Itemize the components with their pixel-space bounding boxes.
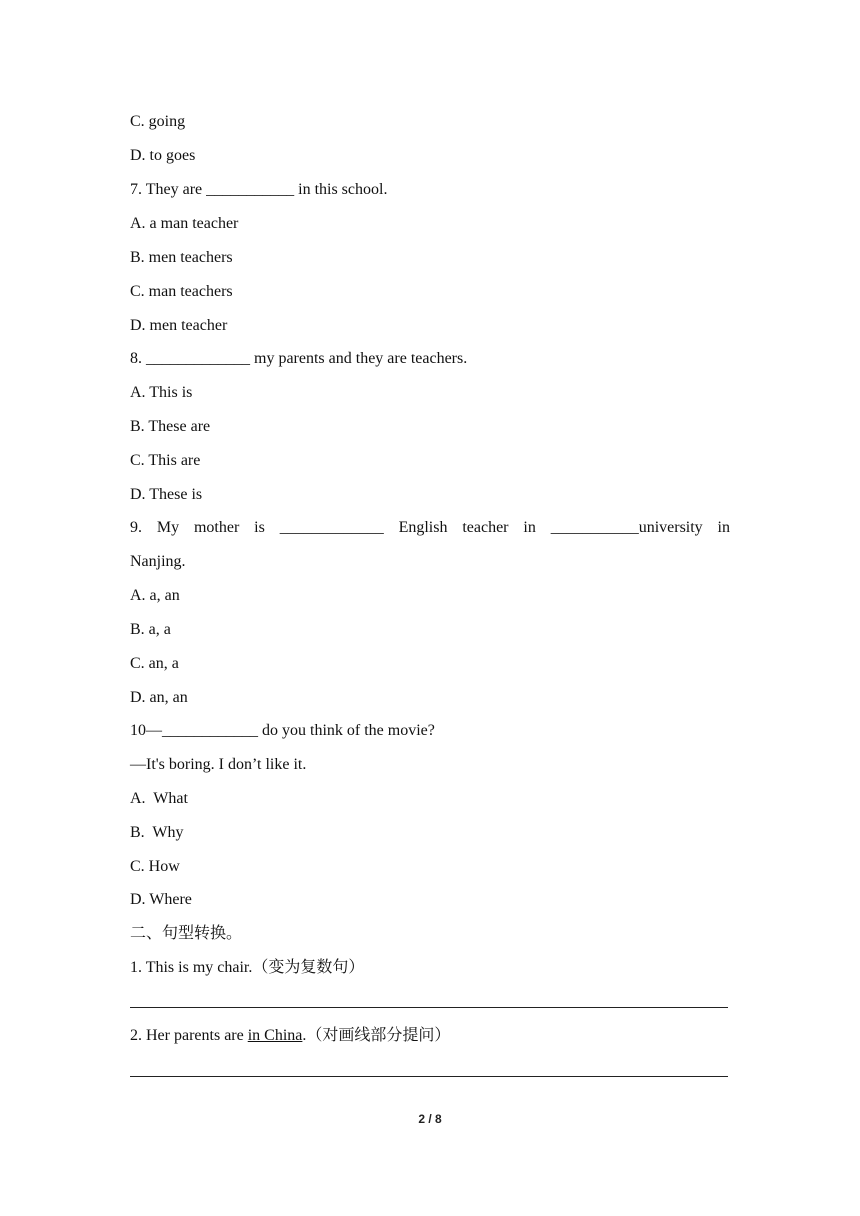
question-8: 8. _____________ my parents and they are teachers. bbox=[130, 350, 468, 367]
option-d-to-goes: D. to goes bbox=[130, 147, 196, 164]
page-number: 2 / 8 bbox=[418, 1112, 442, 1126]
transform-question-2 bbox=[130, 1026, 730, 1046]
question-7-option-d: D. men teacher bbox=[130, 317, 228, 334]
answer-line-2 bbox=[130, 1076, 728, 1077]
question-9-option-a: A. a, an bbox=[130, 587, 180, 604]
question-9-option-c: C. an, a bbox=[130, 655, 179, 672]
question-7-option-b: B. men teachers bbox=[130, 249, 233, 266]
question-2-suffix: .（对画线部分提问） bbox=[302, 1027, 451, 1044]
question-8-option-c: C. This are bbox=[130, 452, 201, 469]
question-10-option-b: B. Why bbox=[130, 824, 184, 841]
question-9: 9. My mother is _____________ English teacher in ___________university in bbox=[130, 519, 730, 536]
question-7-option-a: A. a man teacher bbox=[130, 215, 239, 232]
question-9-option-d: D. an, an bbox=[130, 689, 188, 706]
question-2-underlined-phrase: in China bbox=[247, 1027, 303, 1044]
transform-question-1: 1. This is my chair.（变为复数句） bbox=[130, 959, 365, 976]
question-7: 7. They are ___________ in this school. bbox=[130, 181, 388, 198]
question-10-reply: —It's boring. I don’t like it. bbox=[130, 756, 307, 773]
question-10: 10—____________ do you think of the movie? bbox=[130, 722, 435, 739]
answer-line-1 bbox=[130, 1007, 728, 1008]
question-10-option-c: C. How bbox=[130, 858, 180, 875]
question-2-prefix: 2. Her parents are bbox=[130, 1027, 248, 1044]
question-8-option-d: D. These is bbox=[130, 486, 203, 503]
question-8-option-b: B. These are bbox=[130, 418, 211, 435]
section-heading: 二、句型转换。 bbox=[130, 925, 243, 942]
question-7-option-c: C. man teachers bbox=[130, 283, 233, 300]
question-8-option-a: A. This is bbox=[130, 384, 193, 401]
question-9-option-b: B. a, a bbox=[130, 621, 171, 638]
question-10-option-a: A. What bbox=[130, 790, 188, 807]
option-c-going: C. going bbox=[130, 113, 186, 130]
question-10-option-d: D. Where bbox=[130, 891, 192, 908]
question-9-continued: Nanjing. bbox=[130, 553, 186, 570]
